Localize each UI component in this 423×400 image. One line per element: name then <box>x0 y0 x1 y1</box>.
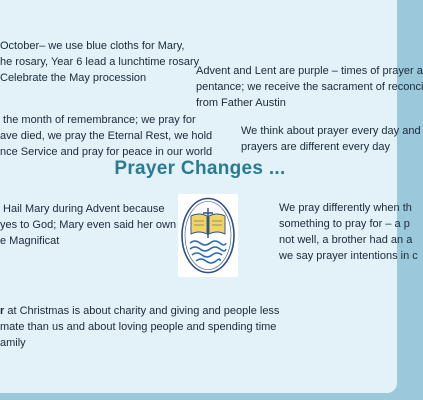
christmas-blurb-text: at Christmas is about charity and giving and people less mate than us and about loving people and spending time amily <box>0 305 280 349</box>
advent-lent-blurb: Advent and Lent are purple – times of prayer a pentance; we receive the sacrament of reconci from Father Austin <box>196 65 423 109</box>
pray-differently-blurb: We pray differently when th something to pray for – a p not well, a brother had an a we say prayer intentions in c <box>279 202 418 262</box>
november-blurb: the month of remembrance; we pray for ave died, we pray the Eternal Rest, we hold nce Service and pray for peace in our world <box>0 114 213 158</box>
page-title: Prayer Changes ... <box>114 158 286 179</box>
school-crest-logo <box>178 194 238 277</box>
christmas-blurb-prefix: r <box>0 305 5 317</box>
hail-mary-blurb: Hail Mary during Advent because yes to God; Mary even said her own e Magnificat <box>0 203 177 247</box>
october-blurb: October– we use blue cloths for Mary, he rosary, Year 6 lead a lunchtime rosary Celebrate the May procession <box>0 40 200 84</box>
every-day-blurb: We think about prayer every day and prayers are different every day <box>241 125 421 153</box>
school-crest-icon <box>178 194 238 277</box>
christmas-blurb <box>0 303 279 351</box>
